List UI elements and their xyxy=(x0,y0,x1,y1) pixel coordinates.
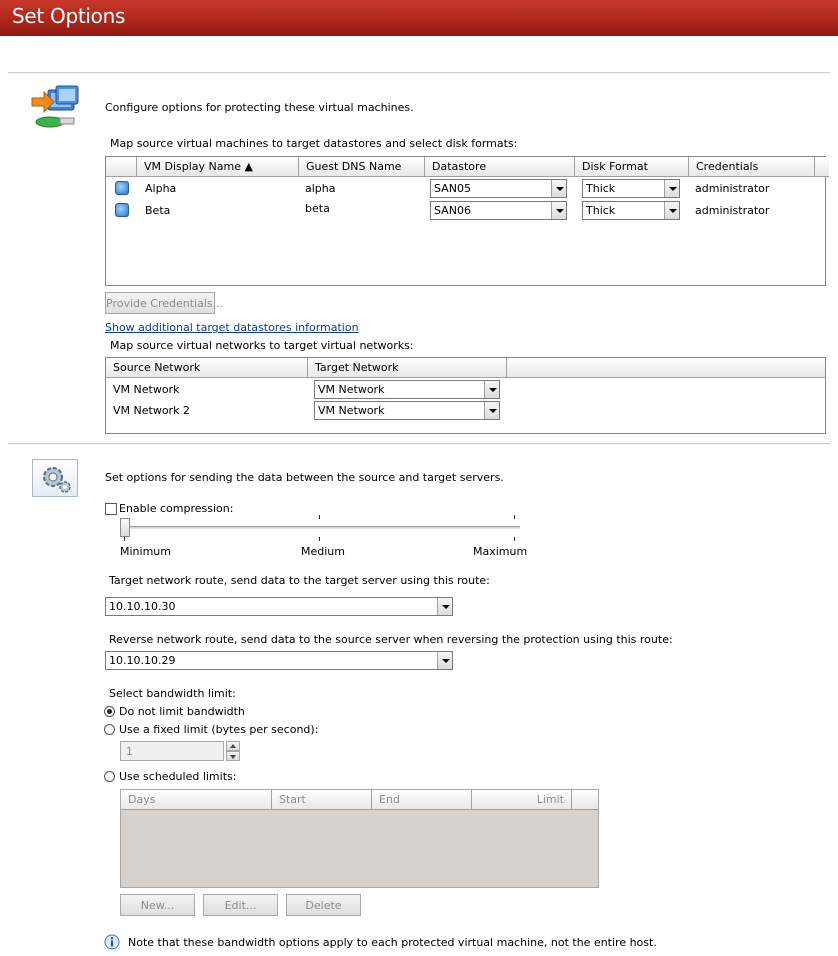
reverse-route-value: 10.10.10.29 xyxy=(109,654,176,667)
vm-dns: alpha xyxy=(305,182,336,195)
column-header-credentials[interactable]: Credentials xyxy=(689,157,815,177)
fixed-limit-label: Use a fixed limit (bytes per second): xyxy=(119,723,319,736)
table-row[interactable] xyxy=(106,379,825,400)
show-datastores-link[interactable]: Show additional target datastores information xyxy=(105,321,359,334)
vm-network-icon xyxy=(30,84,82,132)
chevron-down-icon[interactable] xyxy=(551,180,566,197)
new-schedule-button[interactable]: New... xyxy=(120,894,195,916)
arrow-down-icon xyxy=(230,755,236,759)
chevron-down-icon[interactable] xyxy=(664,202,679,219)
fixed-limit-input[interactable] xyxy=(120,741,224,761)
chevron-down-icon[interactable] xyxy=(664,180,679,197)
slider-mid-label: Medium xyxy=(301,545,345,558)
slider-tick xyxy=(514,515,515,519)
chevron-down-icon[interactable] xyxy=(551,202,566,219)
no-limit-label: Do not limit bandwidth xyxy=(119,705,245,718)
vm-dns: beta xyxy=(305,202,330,215)
network-map-label: Map source virtual networks to target virtual networks: xyxy=(110,339,414,352)
slider-tick xyxy=(319,537,320,541)
slider-tick xyxy=(124,537,125,541)
section-divider xyxy=(8,443,830,445)
target-route-dropdown[interactable] xyxy=(105,597,453,616)
column-header-filler xyxy=(507,358,825,378)
chevron-down-icon[interactable] xyxy=(437,652,452,669)
datastore-value: SAN06 xyxy=(434,204,471,217)
vm-name: Alpha xyxy=(145,182,177,195)
virtual-machine-icon xyxy=(115,181,129,195)
vm-intro-text: Configure options for protecting these virtual machines. xyxy=(105,101,414,114)
source-network: VM Network 2 xyxy=(113,404,190,417)
slider-track xyxy=(122,526,520,529)
slider-max-label: Maximum xyxy=(473,545,528,558)
network-mapping-table xyxy=(105,357,826,434)
slider-tick xyxy=(514,537,515,541)
provide-credentials-button[interactable]: Provide Credentials... xyxy=(105,292,215,314)
column-header-start: Start xyxy=(272,790,372,810)
spinner-up-button[interactable] xyxy=(226,741,240,751)
disk-format-dropdown[interactable] xyxy=(582,179,680,198)
table-row[interactable] xyxy=(106,400,825,421)
column-header-filler xyxy=(815,157,829,177)
target-network-value: VM Network xyxy=(318,383,385,396)
credentials-value: administrator xyxy=(695,204,770,217)
fixed-limit-value: 1 xyxy=(126,745,133,758)
column-header-datastore[interactable]: Datastore xyxy=(425,157,575,177)
arrow-up-icon xyxy=(230,744,236,748)
edit-schedule-button[interactable]: Edit... xyxy=(203,894,278,916)
compression-label: Enable compression: xyxy=(119,502,234,515)
credentials-value: administrator xyxy=(695,182,770,195)
source-network: VM Network xyxy=(113,383,180,396)
target-network-value: VM Network xyxy=(318,404,385,417)
chevron-down-icon[interactable] xyxy=(484,402,499,419)
disk-format-value: Thick xyxy=(586,182,616,195)
chevron-down-icon[interactable] xyxy=(437,598,452,615)
chevron-down-icon[interactable] xyxy=(484,381,499,398)
target-network-dropdown[interactable] xyxy=(314,380,500,399)
title-bar xyxy=(0,0,838,36)
column-header-vm-name[interactable]: VM Display Name ▲ xyxy=(137,157,299,177)
column-header-target-network[interactable]: Target Network xyxy=(308,358,507,378)
slider-min-label: Minimum xyxy=(120,545,171,558)
disk-format-value: Thick xyxy=(586,204,616,217)
spinner-down-button[interactable] xyxy=(226,751,240,761)
compression-checkbox[interactable] xyxy=(105,503,117,515)
datastore-value: SAN05 xyxy=(434,182,471,195)
column-header-limit: Limit xyxy=(472,790,572,810)
delete-schedule-button[interactable]: Delete xyxy=(286,894,361,916)
schedule-table xyxy=(120,789,599,888)
datastore-dropdown[interactable] xyxy=(430,201,567,220)
bandwidth-label: Select bandwidth limit: xyxy=(109,687,236,700)
transfer-intro-text: Set options for sending the data between the source and target servers. xyxy=(105,471,504,484)
row-header-cell xyxy=(106,157,137,177)
table-row[interactable] xyxy=(106,178,825,200)
vm-map-label: Map source virtual machines to target datastores and select disk formats: xyxy=(110,137,518,150)
vm-mapping-table xyxy=(105,156,826,286)
slider-thumb[interactable] xyxy=(120,518,130,537)
compression-slider[interactable] xyxy=(118,515,522,541)
column-header-source-network[interactable]: Source Network xyxy=(106,358,308,378)
settings-gear-icon xyxy=(32,459,78,497)
scheduled-limit-radio[interactable] xyxy=(104,771,115,782)
table-row[interactable] xyxy=(106,200,825,222)
column-header-end: End xyxy=(372,790,472,810)
vm-name: Beta xyxy=(145,204,171,217)
no-limit-radio[interactable] xyxy=(104,706,115,717)
fixed-limit-radio[interactable] xyxy=(104,724,115,735)
datastore-dropdown[interactable] xyxy=(430,179,567,198)
column-header-days: Days xyxy=(121,790,272,810)
column-header-dns[interactable]: Guest DNS Name xyxy=(299,157,425,177)
info-icon xyxy=(104,934,120,950)
section-divider xyxy=(8,72,830,74)
bandwidth-note: Note that these bandwidth options apply to each protected virtual machine, not the entire host. xyxy=(128,936,657,949)
slider-tick xyxy=(319,515,320,519)
virtual-machine-icon xyxy=(115,203,129,217)
target-route-label: Target network route, send data to the target server using this route: xyxy=(109,574,490,587)
column-header-filler xyxy=(572,790,598,810)
reverse-route-label: Reverse network route, send data to the source server when reversing the protection using this route: xyxy=(109,633,673,646)
disk-format-dropdown[interactable] xyxy=(582,201,680,220)
target-route-value: 10.10.10.30 xyxy=(109,600,176,613)
target-network-dropdown[interactable] xyxy=(314,401,500,420)
column-header-disk-format[interactable]: Disk Format xyxy=(575,157,689,177)
reverse-route-dropdown[interactable] xyxy=(105,651,453,670)
scheduled-limit-label: Use scheduled limits: xyxy=(119,770,237,783)
window-title: Set Options xyxy=(12,4,126,28)
